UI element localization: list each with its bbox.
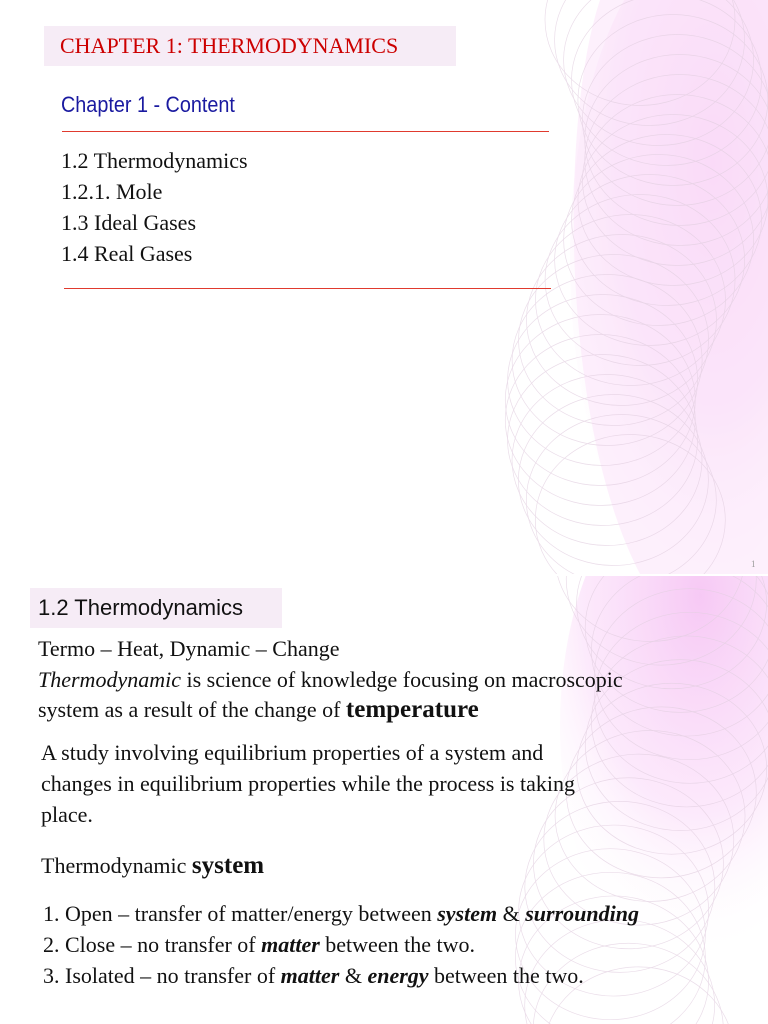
- termo-line: Termo – Heat, Dynamic – Change: [38, 636, 340, 661]
- list-item: [43, 929, 639, 960]
- list-item: [43, 898, 639, 929]
- toc-item: 1.3 Ideal Gases: [61, 210, 197, 235]
- study-line-1: A study involving equilibrium properties of a system and: [41, 740, 544, 765]
- definition-term: Thermodynamic: [38, 667, 181, 692]
- top-divider: [62, 131, 549, 132]
- item-emphasis: matter: [280, 963, 340, 988]
- content-heading: Chapter 1 - Content: [61, 92, 235, 117]
- toc-item: 1.2 Thermodynamics: [61, 148, 248, 173]
- item-text: 2. Close – no transfer of: [43, 932, 262, 957]
- item-text: between the two.: [319, 932, 475, 957]
- item-text: 3. Isolated – no transfer of: [43, 963, 281, 988]
- definition-line-2: [38, 696, 479, 724]
- item-emphasis: matter: [261, 932, 320, 957]
- list-item: [43, 960, 639, 991]
- system-emphasis: system: [191, 852, 265, 879]
- toc-item: 1.4 Real Gases: [61, 241, 193, 266]
- section-heading: 1.2 Thermodynamics: [38, 595, 244, 620]
- item-text: between the two.: [428, 963, 584, 988]
- page-number: 1: [751, 559, 756, 569]
- study-line-2: changes in equilibrium properties while the process is taking: [41, 771, 575, 796]
- definition-text: is science of knowledge focusing on macroscopic: [180, 667, 623, 692]
- temperature-emphasis: temperature: [345, 696, 479, 723]
- definition-line-1: [38, 667, 623, 693]
- bottom-divider: [64, 288, 551, 289]
- study-line-3: place.: [41, 802, 93, 827]
- definition-text: system as a result of the change of: [38, 697, 346, 722]
- item-emphasis: energy: [367, 963, 429, 988]
- toc-item: 1.2.1. Mole: [61, 179, 163, 204]
- system-heading: [41, 852, 264, 880]
- item-emphasis: system: [437, 901, 498, 926]
- item-text: &: [339, 963, 368, 988]
- system-label: Thermodynamic: [41, 853, 192, 878]
- slide-2: [0, 576, 768, 1024]
- system-types-list: [43, 898, 639, 991]
- table-of-contents: [61, 145, 248, 269]
- chapter-title: CHAPTER 1: THERMODYNAMICS: [60, 33, 399, 58]
- item-emphasis: surrounding: [525, 901, 639, 926]
- item-text: &: [497, 901, 526, 926]
- item-text: 1. Open – transfer of matter/energy between: [43, 901, 438, 926]
